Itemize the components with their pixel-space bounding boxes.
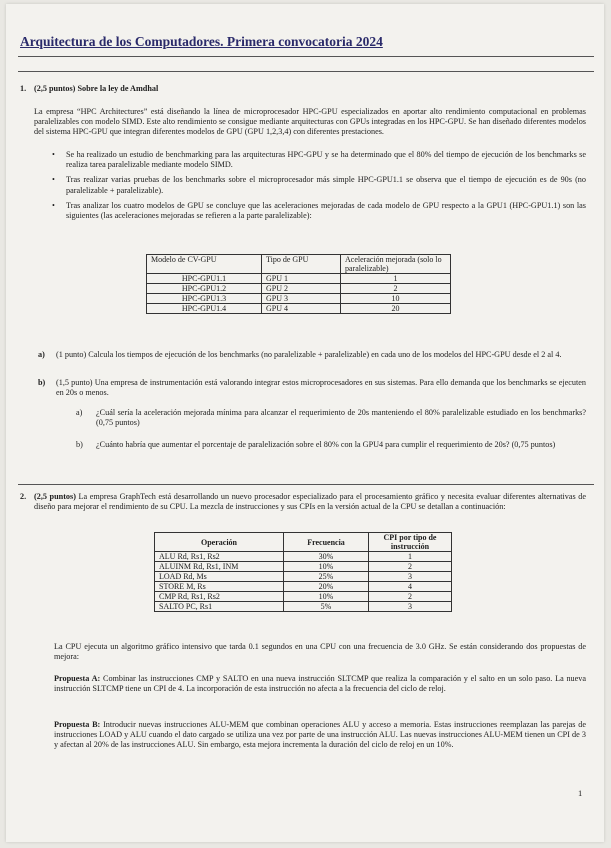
q1-heading: (2,5 puntos) Sobre la ley de Amdhal [34,84,159,93]
table-header: Operación [155,533,284,552]
table-cell: SALTO PC, Rs1 [155,602,284,612]
instruction-mix-table [154,532,452,612]
table-header: CPI por tipo de instrucción [369,533,452,552]
q1b-b-text: ¿Cuánto habría que aumentar el porcentaje de paralelización sobre el 80% con la GPU4 para cumplir el requerimiento de 20s? (0,75 puntos) [96,440,556,449]
table-cell: STORE M, Rs [155,582,284,592]
table-cell: CMP Rd, Rs1, Rs2 [155,592,284,602]
table-cell: 1 [341,274,451,284]
section-divider [18,71,594,72]
table-cell: ALUINM Rd, Rs1, INM [155,562,284,572]
table-row [147,284,451,294]
table-cell: 10% [284,592,369,602]
table-cell: GPU 4 [262,304,341,314]
table-cell: 2 [369,562,452,572]
table-cell: 2 [341,284,451,294]
q2-number: 2. [20,492,27,501]
table-header: Tipo de GPU [262,255,341,274]
page-number: 1 [578,788,583,798]
table-header: Modelo de CV-GPU [147,255,262,274]
table-cell: 1 [369,552,452,562]
table-header-row [147,255,451,274]
table-cell: GPU 2 [262,284,341,294]
q2-points: (2,5 puntos) [34,492,76,501]
table-row [155,602,452,612]
table-cell: 20% [284,582,369,592]
table-row [147,274,451,284]
q1b-label: b) [38,378,46,387]
q1b-text: (1,5 punto) Una empresa de instrumentación está valorando integrar estos microprocesadores en sus sistemas. Para ello demanda que los benchmarks se ejecuten en 20s o menos. [56,378,586,398]
table-row [147,294,451,304]
table-header: Aceleración mejorada (solo lo paralelizable) [341,255,451,274]
table-cell: HPC-GPU1.3 [147,294,262,304]
proposal-b [54,720,586,751]
table-row [155,562,452,572]
q1-bullet-list [52,150,586,226]
proposal-b-text: Introducir nuevas instrucciones ALU-MEM que combinan operaciones ALU y acceso a memoria. Estas instrucciones reemplazan las parejas de instrucciones LOAD y ALU cuando el dato cargado se utiliza una vez por parte de una instrucción ALU. Las nuevas instrucciones ALU-MEM tienen un CPI de 3 y afectan al 20% de las instrucciones ALU. Sin embargo, esta mejora incrementa la duración del ciclo de reloj en un 10%. [54,720,586,750]
list-item: • Tras analizar los cuatro modelos de GPU se concluye que las aceleraciones mejoradas de cada modelo de GPU respecto a la GPU1 (HPC-GPU1.1) son las siguientes (las aceleraciones mejoradas se refieren a la parte paralelizable): [52,201,586,221]
table-cell: 5% [284,602,369,612]
table-cell: 3 [369,602,452,612]
q1-intro: La empresa “HPC Architectures” está diseñando la línea de microprocesador HPC-GPU especializados en aportar alto rendimiento computacional en problemas paralelizables con modelo SIMD. Este alto rendimiento se consigue mediante arquitecturas con GPUs integradas en los HPC-GPU. Se han diseñado diferentes modelos del sistema HPC-GPU que integran diferentes modelos de GPU (GPU 1,2,3,4) con diferentes prestaciones. [34,107,586,137]
table-row [155,572,452,582]
cpu-description: La CPU ejecuta un algoritmo gráfico intensivo que tarda 0.1 segundos en una CPU con una frecuencia de 3.0 GHz. Se están considerando dos propuestas de mejora: [54,642,586,662]
table-cell: 10% [284,562,369,572]
table-row [155,582,452,592]
proposal-b-label: Propuesta B: [54,720,101,729]
q2-intro [34,492,586,512]
proposal-a-text: Combinar las instrucciones CMP y SALTO en una nueva instrucción SLTCMP que realiza la comparación y el salto en un solo paso. La nueva instrucción SLTCMP tiene un CPI de 4. La incorporación de esta instrucción no afecta a la frecuencia del ciclo de reloj. [54,674,586,694]
q1-number: 1. [20,84,27,93]
proposal-a [54,674,586,694]
exam-page [6,4,604,842]
table-cell: 10 [341,294,451,304]
proposal-a-label: Propuesta A: [54,674,101,683]
table-cell: LOAD Rd, Ms [155,572,284,582]
table-cell: GPU 1 [262,274,341,284]
table-cell: 3 [369,572,452,582]
page-title: Arquitectura de los Computadores. Primera convocatoria 2024 [20,34,383,49]
table-cell: 25% [284,572,369,582]
table-cell: 4 [369,582,452,592]
table-cell: GPU 3 [262,294,341,304]
table-header: Frecuencia [284,533,369,552]
table-row [155,592,452,602]
table-cell: HPC-GPU1.1 [147,274,262,284]
table-cell: HPC-GPU1.4 [147,304,262,314]
table-cell: HPC-GPU1.2 [147,284,262,294]
gpu-table [146,254,451,314]
section-divider [18,484,594,485]
q1b-a-label: a) [76,408,83,417]
q2-intro-text: La empresa GraphTech está desarrollando un nuevo procesador especializado para el procesamiento gráfico y necesita evaluar diferentes alternativas de diseño para mejorar el rendimiento de su CPU. La mezcla de instrucciones y sus CPIs en la versión actual de la CPU se detallan a continuación: [34,492,587,512]
table-row [155,552,452,562]
title-divider [18,56,594,57]
list-item: • Se ha realizado un estudio de benchmarking para las arquitecturas HPC-GPU y se ha determinado que el 80% del tiempo de ejecución de los benchmarks se realiza tarea paralelizable mediante modelo SIMD. [52,150,586,170]
q1b-a-text: ¿Cuál sería la aceleración mejorada mínima para alcanzar el requerimiento de 20s manteniendo el 80% paralelizable estudiado en los benchmarks? (0,75 puntos) [96,408,586,428]
q1b-b-label: b) [76,440,83,449]
table-cell: 20 [341,304,451,314]
list-item: • Tras realizar varias pruebas de los benchmarks sobre el microprocesador más simple HPC-GPU1.1 se observa que el tiempo de ejecución es de 90s (no paralelizable + paralelizable). [52,175,586,195]
table-header-row [155,533,452,552]
table-cell: ALU Rd, Rs1, Rs2 [155,552,284,562]
table-cell: 30% [284,552,369,562]
q1a-label: a) [38,350,45,359]
table-row [147,304,451,314]
q1a-text: (1 punto) Calcula los tiempos de ejecución de los benchmarks (no paralelizable + paralelizable) en cada uno de los modelos del HPC-GPU desde el 2 al 4. [56,350,562,359]
table-cell: 2 [369,592,452,602]
